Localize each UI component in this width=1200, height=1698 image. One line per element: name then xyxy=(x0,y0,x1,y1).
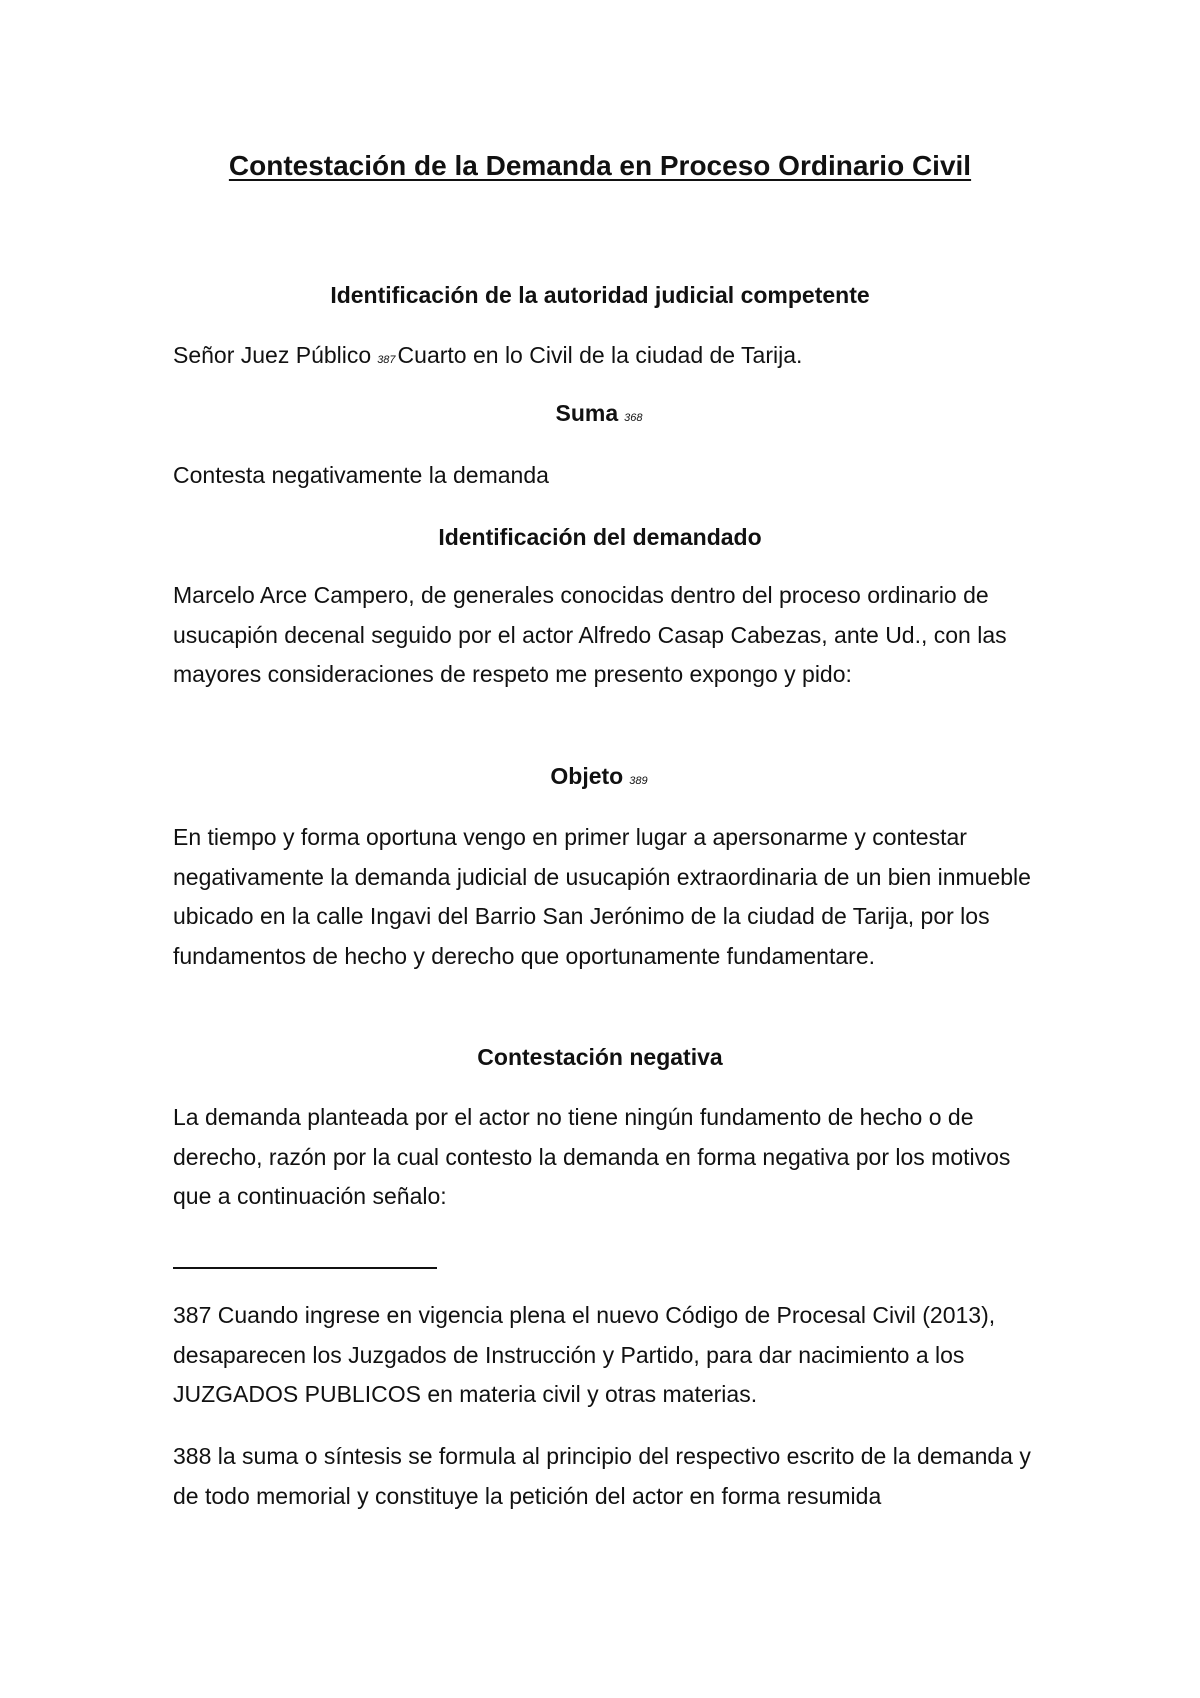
footnote-387: 387 Cuando ingrese en vigencia plena el nuevo Código de Procesal Civil (2013), desaparecen los Juzgados de Instrucción y Partido, para dar nacimiento a los JUZGADOS PUBLICOS en materia civil y otras materias. xyxy=(173,1302,996,1407)
paragraph-demandado: Marcelo Arce Campero, de generales conocidas dentro del proceso ordinario de usucapión decenal seguido por el actor Alfredo Casap Cabezas, ante Ud., con las mayores consideraciones de respeto me presento expongo y pido: xyxy=(173,582,1007,687)
heading-contestacion-negativa: Contestación negativa xyxy=(477,1044,723,1070)
footnote-ref-387[interactable]: 387 xyxy=(377,354,396,366)
paragraph-objeto: En tiempo y forma oportuna vengo en primer lugar a apersonarme y contestar negativamente la demanda judicial de usucapión extraordinaria de un bien inmueble ubicado en la calle Ingavi del Barrio San Jerónimo de la ciudad de Tarija, por los fundamentos de hecho y derecho que oportunamente fundamentare. xyxy=(173,824,1031,969)
autoridad-text-start: Señor Juez Público xyxy=(173,342,372,368)
footnote-ref-389[interactable]: 389 xyxy=(629,775,648,787)
document-title: Contestación de la Demanda en Proceso Ordinario Civil xyxy=(228,150,972,181)
paragraph-suma: Contesta negativamente la demanda xyxy=(173,462,549,488)
paragraph-autoridad xyxy=(173,336,1043,381)
footnote-ref-368[interactable]: 368 xyxy=(624,412,643,424)
paragraph-contestacion-negativa: La demanda planteada por el actor no tiene ningún fundamento de hecho o de derecho, razón por la cual contesto la demanda en forma negativa por los motivos que a continuación señalo: xyxy=(173,1104,1011,1209)
heading-autoridad: Identificación de la autoridad judicial competente xyxy=(330,282,870,308)
footnote-separator xyxy=(173,1267,437,1269)
footnote-388: 388 la suma o síntesis se formula al principio del respectivo escrito de la demanda y de todo memorial y constituye la petición del actor en forma resumida xyxy=(173,1443,1031,1509)
heading-suma xyxy=(0,398,1200,433)
suma-heading-text: Suma xyxy=(555,400,619,426)
heading-demandado: Identificación del demandado xyxy=(438,524,762,550)
autoridad-text-end: Cuarto en lo Civil de la ciudad de Tarija. xyxy=(397,342,803,368)
heading-objeto xyxy=(0,761,1200,796)
objeto-heading-text: Objeto xyxy=(550,763,624,789)
